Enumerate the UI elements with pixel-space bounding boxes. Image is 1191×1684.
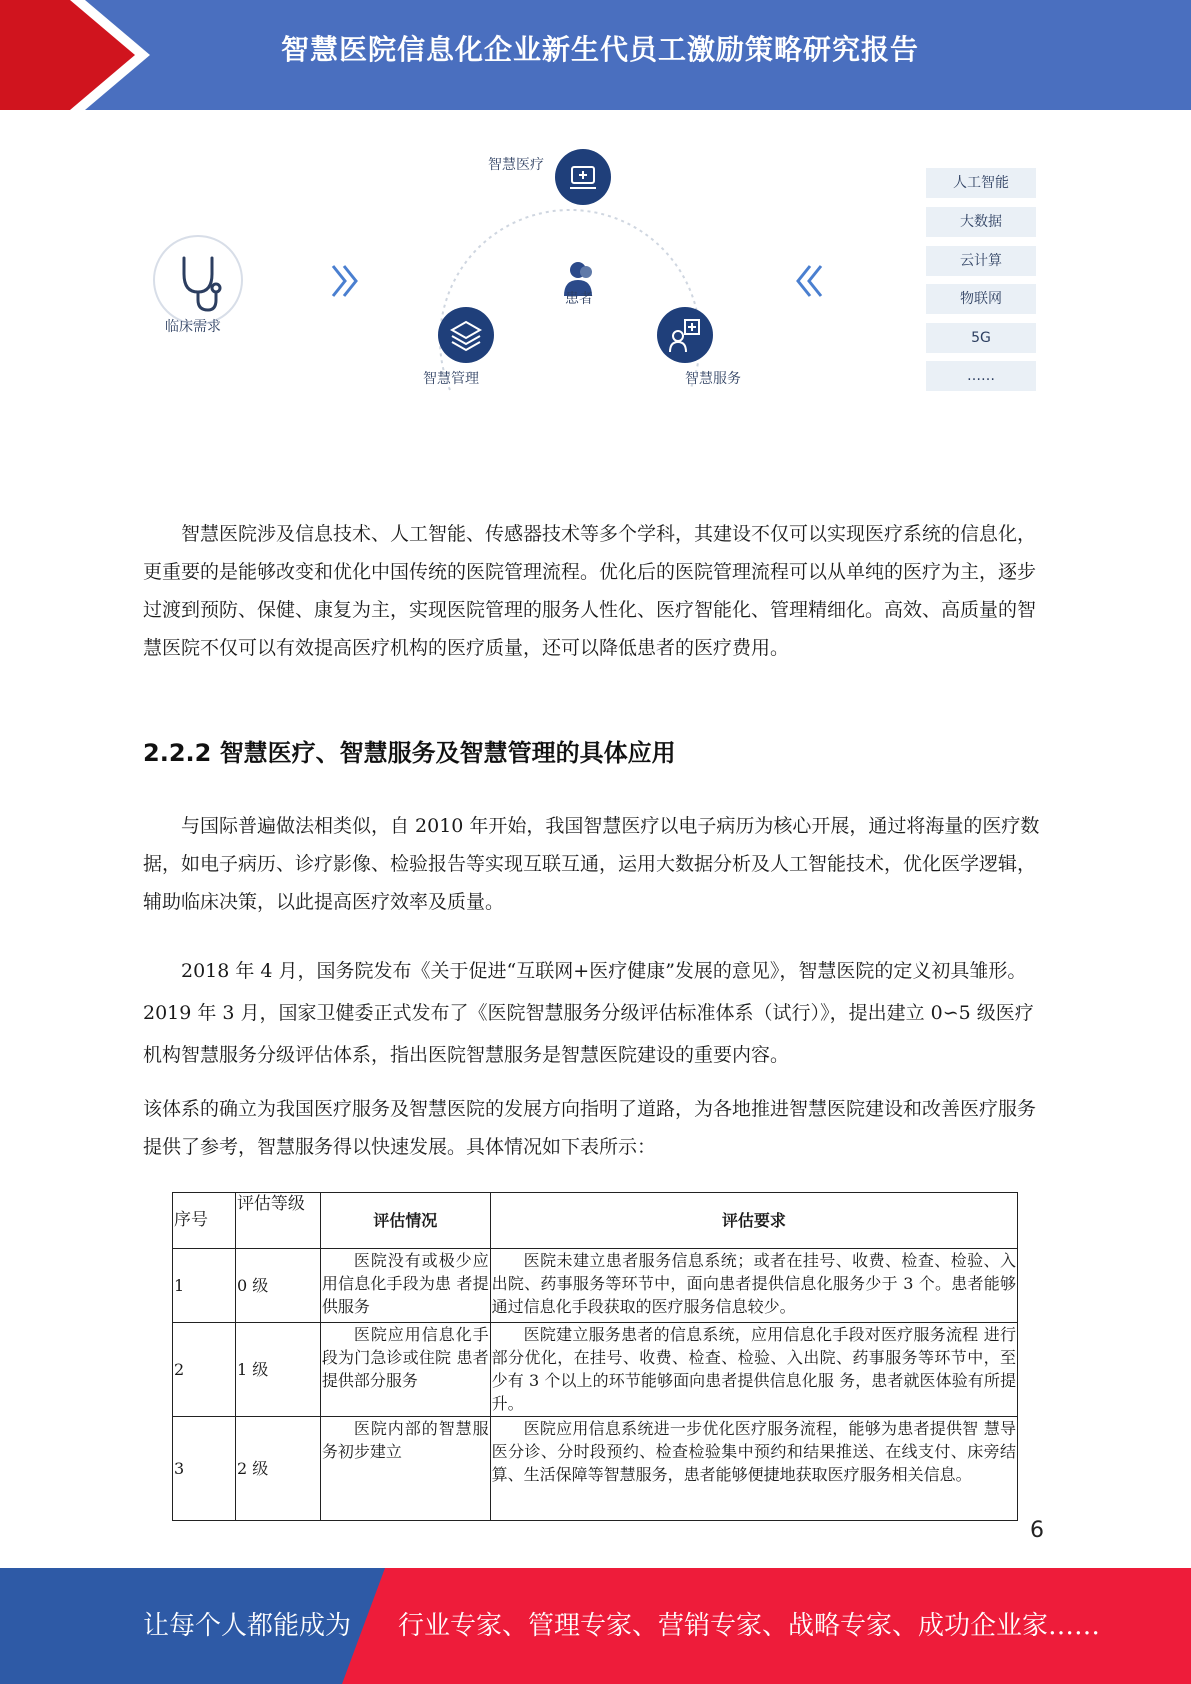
row-requirement: 医院未建立患者服务信息系统；或者在挂号、收费、检查、检验、入出院、药事服务等环节中，面向患者提供信息化服务少于 3 个。患者能够通过信息化手段获取的医疗服务信息较少。 <box>490 1249 1017 1323</box>
row-number: 3 <box>173 1417 236 1521</box>
row-requirement: 医院建立服务患者的信息系统，应用信息化手段对医疗服务流程 进行部分优化，在挂号、收费、检查、检验、入出院、药事服务等环节中，至少有 3 个以上的环节能够面向患者提供信息化服 务，患者就医体验有所提升。 <box>490 1323 1017 1417</box>
table-row <box>173 1323 1018 1417</box>
clinical-circle <box>154 236 242 324</box>
chevron-left-icon <box>798 266 821 296</box>
tech-item: …… <box>926 361 1036 391</box>
page-header <box>0 0 1191 110</box>
row-situation: 医院应用信息化手 段为门急诊或住院 患者提供部分服务 <box>320 1323 490 1417</box>
header-number: 序号 <box>173 1193 236 1249</box>
evaluation-table <box>172 1192 1018 1521</box>
paragraph-intro: 智慧医院涉及信息技术、人工智能、传感器技术等多个学科，其建设不仅可以实现医疗系统的信息化，更重要的是能够改变和优化中国传统的医院管理流程。优化后的医院管理流程可以从单纯的医疗为主，逐步过渡到预防、保健、康复为主，实现医院管理的服务人性化、医疗智能化、管理精细化。高效、高质量的智慧医院不仅可以有效提高医疗机构的医疗质量，还可以降低患者的医疗费用。 <box>143 523 1037 659</box>
table-row <box>173 1417 1018 1521</box>
table-header-row <box>173 1193 1018 1249</box>
row-level: 1 级 <box>235 1323 320 1417</box>
paragraph-system: 该体系的确立为我国医疗服务及智慧医院的发展方向指明了道路，为各地推进智慧医院建设和改善医疗服务提供了参考，智慧服务得以快速发展。具体情况如下表所示： <box>143 1098 1037 1158</box>
footer-slogan-right: 行业专家、管理专家、营销专家、战略专家、成功企业家…… <box>398 1611 1101 1641</box>
tech-item: 云计算 <box>926 246 1036 276</box>
tech-item: 物联网 <box>926 284 1036 314</box>
clinical-needs-label: 临床需求 <box>165 319 221 335</box>
paragraph-smart-medical: 与国际普遍做法相类似，自 2010 年开始，我国智慧医疗以电子病历为核心开展，通过将海量的医疗数据，如电子病历、诊疗影像、检验报告等实现互联互通，运用大数据分析及人工智能技术，优化医学逻辑，辅助临床决策，以此提高医疗效率及质量。 <box>143 815 1040 913</box>
page-footer <box>0 1568 1191 1684</box>
smart-service-label: 智慧服务 <box>685 371 741 387</box>
header-situation: 评估情况 <box>320 1193 490 1249</box>
diagram-graphics <box>140 130 1050 410</box>
header-level: 评估等级 <box>235 1193 320 1249</box>
row-situation: 医院内部的智慧服 务初步建立 <box>320 1417 490 1521</box>
row-number: 1 <box>173 1249 236 1323</box>
smart-medical-label: 智慧医疗 <box>488 157 544 173</box>
tech-item: 大数据 <box>926 207 1036 237</box>
tech-item: 5G <box>926 323 1036 353</box>
row-number: 2 <box>173 1323 236 1417</box>
tech-item: 人工智能 <box>926 168 1036 198</box>
row-requirement: 医院应用信息系统进一步优化医疗服务流程，能够为患者提供智 慧导医分诊、分时段预约、检查检验集中预约和结果推送、在线支付、床旁结算、生活保障等智慧服务，患者能够便捷地获取医疗服务相关信息。 <box>490 1417 1017 1521</box>
patient-label: 患者 <box>565 291 593 307</box>
table-row <box>173 1249 1018 1323</box>
report-title: 智慧医院信息化企业新生代员工激励策略研究报告 <box>280 33 919 66</box>
stethoscope-icon <box>184 258 220 310</box>
row-level: 2 级 <box>235 1417 320 1521</box>
smart-management-node <box>438 307 494 363</box>
smart-hospital-diagram <box>140 130 1050 410</box>
row-level: 0 级 <box>235 1249 320 1323</box>
row-situation: 医院没有或极少应 用信息化手段为患 者提供服务 <box>320 1249 490 1323</box>
paragraph-policy: 2018 年 4 月，国务院发布《关于促进“互联网+医疗健康”发展的意见》，智慧医院的定义初具雏形。2019 年 3 月，国家卫健委正式发布了《医院智慧服务分级评估标准体系（试行）》，提出建立 0∽5 级医疗机构智慧服务分级评估体系，指出医院智慧服务是智慧医院建设的重要内容。 <box>143 960 1034 1066</box>
footer-slogan-left: 让每个人都能成为 <box>143 1611 352 1641</box>
page-number: 6 <box>1030 1518 1044 1543</box>
chevron-right-icon <box>333 266 356 296</box>
header-requirement: 评估要求 <box>490 1193 1017 1249</box>
section-heading: 2.2.2 智慧医疗、智慧服务及智慧管理的具体应用 <box>143 739 676 767</box>
smart-management-label: 智慧管理 <box>423 371 479 387</box>
